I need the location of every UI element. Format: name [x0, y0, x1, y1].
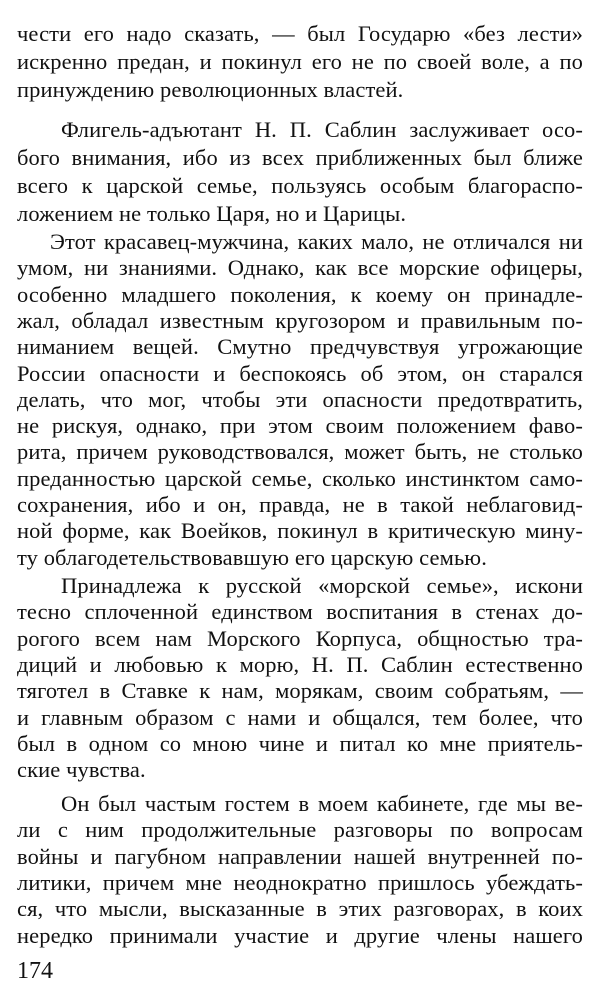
- text-line: умом, ни знаниями. Однако, как все морские офицеры,: [17, 255, 583, 281]
- text-line: России опасности и беспокоясь об этом, он старался: [17, 360, 583, 386]
- text-line: Этот красавец-мужчина, каких мало, не отличался ни: [50, 229, 583, 254]
- text-line: войны и пагубном направлении нашей внутренней по-: [17, 843, 583, 869]
- text-line: сохранения, ибо и он, правда, не в такой неблаговид-: [17, 492, 583, 517]
- text-line: Флигель-адъютант Н. П. Саблин заслуживает осо-: [61, 117, 583, 142]
- text-line: особенно младшего поколения, к коему он принадле-: [17, 281, 583, 307]
- text-line: рита, причем руководствовался, может быть, не столько: [17, 439, 583, 465]
- text-line: искренно предан, и покинул его не по своей воле, а по: [17, 49, 583, 74]
- text-line: нередко принимали участие и другие члены нашего: [17, 922, 583, 948]
- text-line: ной форме, как Воейков, покинул в критическую мину-: [17, 518, 583, 544]
- text-line: принуждению революционных властей.: [17, 77, 404, 102]
- text-line: ся, что мысли, высказанные в этих разговорах, в коих: [17, 896, 583, 922]
- text-line: жал, обладал известным кругозором и правильным по-: [17, 307, 583, 333]
- text-line: диций и любовью к морю, Н. П. Саблин естественно: [17, 651, 583, 677]
- text-line: ские чувства.: [17, 757, 146, 783]
- text-line: ниманием вещей. Смутно предчувствуя угрожающие: [17, 334, 583, 360]
- text-line: Он был частым гостем в моем кабинете, где мы ве-: [61, 791, 583, 816]
- text-line: не рискуя, однако, при этом своим положением фаво-: [17, 413, 583, 439]
- text-line: бого внимания, ибо из всех приближенных был ближе: [17, 145, 583, 170]
- text-line: чести его надо сказать, — был Государю «без лести»: [17, 21, 583, 46]
- text-line: делать, что мог, чтобы эти опасности предотвратить,: [17, 386, 583, 412]
- page-number: 174: [17, 958, 53, 984]
- text-line: Принадлежа к русской «морской семье», искони: [61, 573, 583, 598]
- text-line: был в одном со мною чине и питал ко мне приятель-: [17, 730, 583, 756]
- text-line: всего к царской семье, пользуясь особым благораспо-: [17, 173, 583, 198]
- text-line: и главным образом с нами и общался, тем более, что: [17, 704, 583, 730]
- text-line: тесно сплоченной единством воспитания в стенах до-: [17, 599, 583, 625]
- text-line: преданностью царской семье, сколько инстинктом само-: [17, 465, 583, 491]
- text-line: литики, причем мне неоднократно пришлось убеждать-: [17, 869, 583, 895]
- text-line: рогого всем нам Морского Корпуса, общностью тра-: [17, 625, 583, 651]
- text-line: тяготел в Ставке к нам, морякам, своим собратьям, —: [17, 678, 583, 704]
- text-line: ту облагодетельствовавшую его царскую семью.: [17, 544, 487, 570]
- text-line: ложением не только Царя, но и Царицы.: [17, 201, 407, 226]
- text-line: ли с ним продолжительные разговоры по вопросам: [17, 817, 583, 843]
